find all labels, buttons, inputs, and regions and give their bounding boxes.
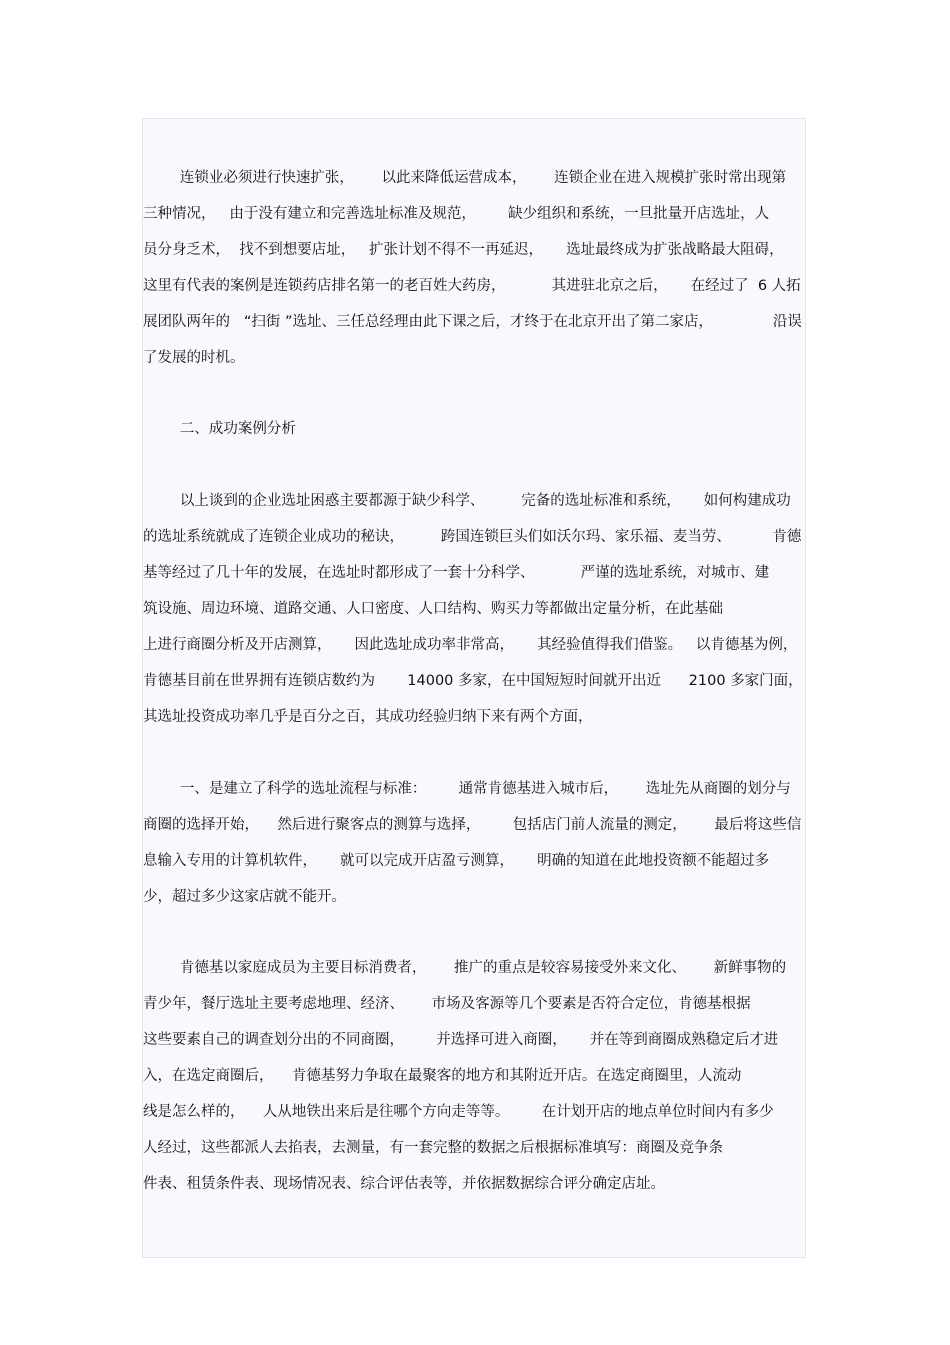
text-line: 线是怎么样的， 人从地铁出来后是往哪个方向走等等。 在计划开店的地点单位时间内有多少 <box>143 1104 774 1120</box>
text-line: 肯德基目前在世界拥有连锁店数约为 14000 多家，在中国短短时间就开出近 2100 多家门面， <box>143 673 803 689</box>
text-line: 少，超过多少这家店就不能开。 <box>143 889 346 905</box>
text-line: 件表、租赁条件表、现场情况表、综合评估表等，并依据数据综合评分确定店址。 <box>143 1176 665 1192</box>
text-line: 这里有代表的案例是连锁药店排名第一的老百姓大药房， 其进驻北京之后， 在经过了 6 人拓 <box>143 278 801 294</box>
text-line: 商圈的选择开始， 然后进行聚客点的测算与选择， 包括店门前人流量的测定， 最后将这些信 <box>143 817 802 833</box>
text-line: 上进行商圈分析及开店测算， 因此选址成功率非常高， 其经验值得我们借鉴。 以肯德基为例， <box>143 637 798 653</box>
text-line: 这些要素自己的调查划分出的不同商圈， 并选择可进入商圈， 并在等到商圈成熟稳定后才进 <box>143 1032 779 1048</box>
text-line: 肯德基以家庭成员为主要目标消费者， 推广的重点是较容易接受外来文化、 新鲜事物的 <box>143 960 787 976</box>
text-line: 人经过，这些都派人去掐表，去测量，有一套完整的数据之后根据标准填写：商圈及竞争条 <box>143 1140 723 1156</box>
text-line: 连锁业必须进行快速扩张， 以此来降低运营成本， 连锁企业在进入规模扩张时常出现第 <box>143 170 787 186</box>
text-line: 展团队两年的 “扫街 ”选址、三任总经理由此下课之后，才终于在北京开出了第二家店， 沿误 <box>143 314 802 330</box>
text-line: 了发展的时机。 <box>143 350 245 366</box>
text-line: 一、是建立了科学的选址流程与标准： 通常肯德基进入城市后， 选址先从商圈的划分与 <box>143 781 791 797</box>
text-line: 入，在选定商圈后， 肯德基努力争取在最聚客的地方和其附近开店。在选定商圈里，人流动 <box>143 1068 742 1084</box>
text-line: 青少年，餐厅选址主要考虑地理、经济、 市场及客源等几个要素是否符合定位，肯德基根据 <box>143 996 751 1012</box>
text-line: 以上谈到的企业选址困惑主要都源于缺少科学、 完备的选址标准和系统， 如何构建成功 <box>143 493 791 509</box>
text-line: 息输入专用的计算机软件， 就可以完成开店盈亏测算， 明确的知道在此地投资额不能超过多 <box>143 853 770 869</box>
text-line: 员分身乏术， 找不到想要店址， 扩张计划不得不一再延迟， 选址最终成为扩张战略最大阻碍， <box>143 242 784 258</box>
text-line: 基等经过了几十年的发展，在选址时都形成了一套十分科学、 严谨的选址系统，对城市、建 <box>143 565 770 581</box>
text-line: 二、成功案例分析 <box>143 421 296 437</box>
text-line: 的选址系统就成了连锁企业成功的秘诀， 跨国连锁巨头们如沃尔玛、家乐福、麦当劳、 肯德 <box>143 529 802 545</box>
text-line: 筑设施、周边环境、道路交通、人口密度、人口结构、购买力等都做出定量分析，在此基础 <box>143 601 723 617</box>
text-line: 三种情况， 由于没有建立和完善选址标准及规范， 缺少组织和系统，一旦批量开店选址，人 <box>143 206 770 222</box>
text-line: 其选址投资成功率几乎是百分之百，其成功经验归纳下来有两个方面， <box>143 709 593 725</box>
